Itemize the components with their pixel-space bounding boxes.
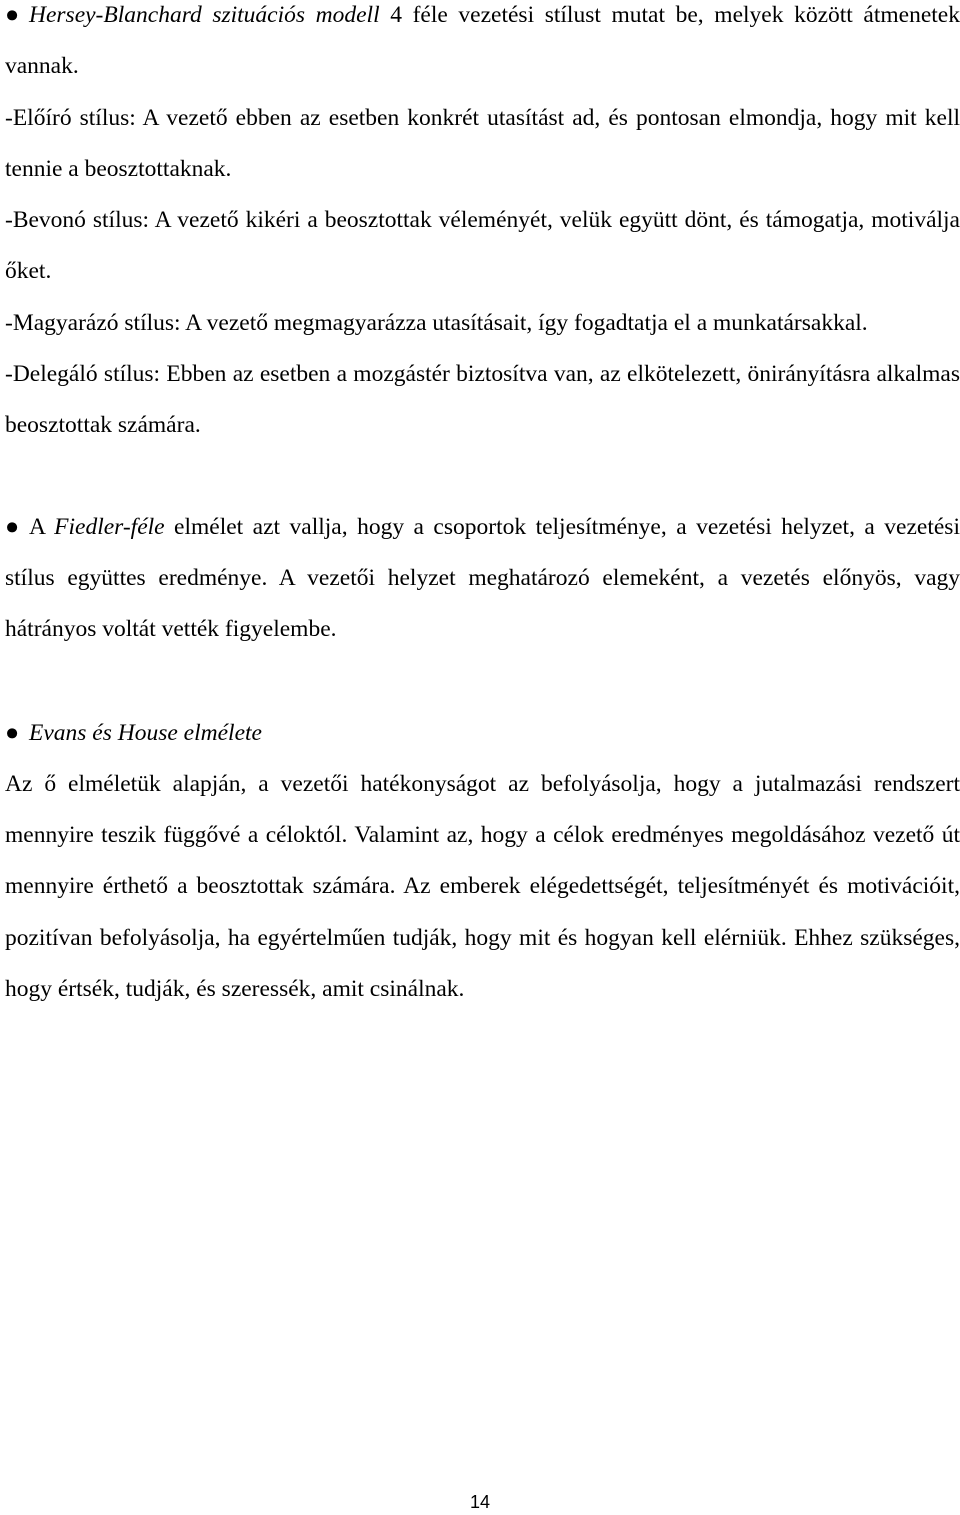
fiedler-title: Fiedler-féle: [54, 513, 165, 540]
style-participative: -Bevonó stílus: A vezető kikéri a beosztottak véleményét, velük együtt dönt, és támogatja, motiválja őket.: [5, 207, 960, 285]
page-number: 14: [469, 1492, 491, 1512]
style-explanatory: -Magyarázó stílus: A vezető megmagyarázza utasításait, így fogadtatja el a munkatársakkal.: [5, 309, 868, 336]
evans-house-heading: [5, 708, 960, 759]
fiedler-text: elmélet azt vallja, hogy a csoportok teljesítménye, a vezetési helyzet, a vezetési stílus együttes eredménye. A vezetői helyzet meghatározó elemeként, a vezetés előnyös, vagy hátrányos voltát vették figyelembe.: [5, 513, 960, 643]
bullet-icon: ●: [5, 2, 20, 28]
style-prescriptive: -Előíró stílus: A vezető ebben az esetben konkrét utasítást ad, és pontosan elmondja, hogy mit kell tennie a beosztottaknak.: [5, 104, 960, 182]
evans-house-body: Az ő elméletük alapján, a vezetői hatékonyságot az befolyásolja, hogy a jutalmazási rendszert mennyire teszik függővé a céloktól. Valamint az, hogy a célok eredményes megoldásához vezető út mennyire érthető a beosztottak számára. Az emberek elégedettségét, teljesítményét és motivációit, pozitívan befolyásolja, ha egyértelműen tudják, hogy mit és hogyan kell elérniük. Ehhez szükséges, hogy értsék, tudják, és szeressék, amit csinálnak.: [5, 770, 960, 1003]
bullet-icon: ●: [5, 513, 20, 540]
hersey-blanchard-text: 4 féle vezetési stílust mutat be, melyek között átmenetek vannak.: [5, 2, 960, 80]
document-page: [5, 0, 960, 1015]
evans-house-title: Evans és House elmélete: [29, 719, 262, 746]
hersey-blanchard-title: Hersey-Blanchard szituációs modell: [29, 2, 380, 28]
bullet-icon: ●: [5, 719, 20, 746]
fiedler-lead: A: [29, 513, 55, 540]
style-delegating: -Delegáló stílus: Ebben az esetben a mozgástér biztosítva van, az elkötelezett, önirányításra alkalmas beosztottak számára.: [5, 361, 960, 439]
fiedler-paragraph: [5, 502, 960, 656]
hersey-blanchard-paragraph: [5, 0, 960, 93]
